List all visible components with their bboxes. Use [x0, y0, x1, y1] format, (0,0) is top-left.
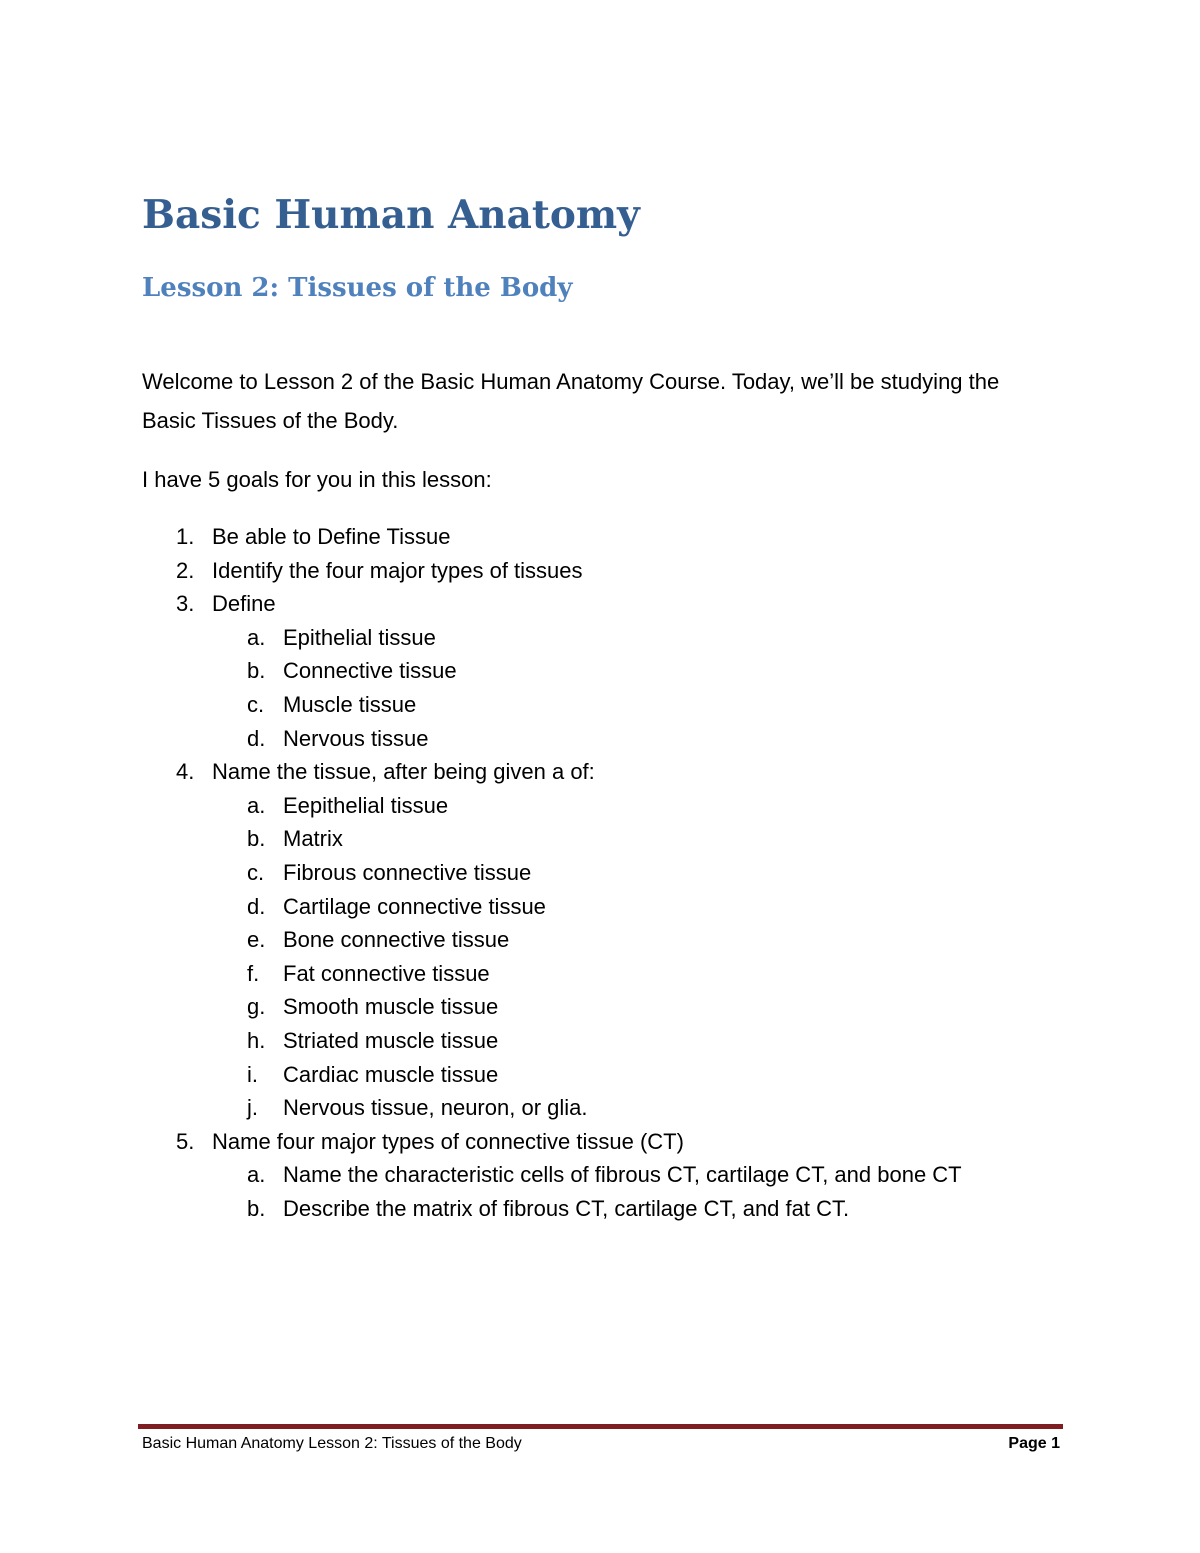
- sub-goal-letter: b.: [247, 826, 266, 852]
- sub-goal-text: Fibrous connective tissue: [283, 859, 532, 885]
- goal-text: Name the tissue, after being given a of:: [212, 759, 595, 785]
- sub-goal-text: Muscle tissue: [283, 691, 417, 717]
- sub-goal-text: Eepithelial tissue: [283, 792, 449, 818]
- sub-goal-letter: c.: [247, 859, 265, 885]
- sub-goal-letter: b.: [247, 1195, 266, 1221]
- intro-paragraph: Welcome to Lesson 2 of the Basic Human Anatomy Course. Today, we’ll be studying the Basic Tissues of the Body.: [142, 369, 1000, 433]
- goal-number: 1.: [176, 524, 195, 549]
- sub-goal-letter: a.: [247, 1162, 266, 1188]
- lesson-subtitle: Lesson 2: Tissues of the Body: [142, 273, 573, 303]
- sub-goal-letter: f.: [247, 960, 260, 986]
- sub-goal-letter: i.: [247, 1061, 258, 1087]
- sub-goal-text: Nervous tissue: [283, 725, 429, 751]
- sub-goal-letter: h.: [247, 1027, 266, 1053]
- sub-goal-text: Cartilage connective tissue: [283, 893, 546, 919]
- sub-goal-letter: e.: [247, 927, 266, 953]
- goal-text: Be able to Define Tissue: [212, 524, 451, 549]
- sub-goal-text: Cardiac muscle tissue: [283, 1061, 499, 1087]
- page-title: Basic Human Anatomy: [142, 192, 640, 238]
- goals-lead-paragraph: I have 5 goals for you in this lesson:: [142, 467, 492, 492]
- sub-goal-letter: b.: [247, 658, 266, 684]
- sub-goal-letter: d.: [247, 893, 266, 919]
- footer-title: Basic Human Anatomy Lesson 2: Tissues of the Body: [142, 1435, 522, 1452]
- goal-number: 5.: [176, 1128, 195, 1154]
- goal-text: Name four major types of connective tissue (CT): [212, 1128, 684, 1154]
- sub-goal-text: Smooth muscle tissue: [283, 994, 499, 1020]
- sub-goal-letter: d.: [247, 725, 266, 751]
- sub-goal-letter: c.: [247, 691, 265, 717]
- sub-goal-text: Striated muscle tissue: [283, 1027, 499, 1053]
- page-number: Page 1: [1008, 1435, 1060, 1452]
- sub-goal-text: Bone connective tissue: [283, 927, 510, 953]
- goal-number: 3.: [176, 591, 195, 617]
- goal-number: 4.: [176, 759, 195, 785]
- sub-goal-text: Name the characteristic cells of fibrous CT, cartilage CT, and bone CT: [283, 1162, 962, 1188]
- sub-goal-letter: j.: [247, 1095, 258, 1121]
- sub-goal-letter: a.: [247, 792, 266, 818]
- goal-number: 2.: [176, 557, 195, 583]
- goal-text: Define: [212, 591, 276, 617]
- sub-goal-text: Nervous tissue, neuron, or glia.: [283, 1095, 588, 1121]
- sub-goal-text: Matrix: [283, 826, 343, 852]
- sub-goal-letter: g.: [247, 994, 266, 1020]
- sub-goal-text: Describe the matrix of fibrous CT, cartilage CT, and fat CT.: [283, 1195, 850, 1221]
- sub-goal-text: Connective tissue: [283, 658, 457, 684]
- goal-text: Identify the four major types of tissues: [212, 557, 583, 583]
- sub-goal-text: Epithelial tissue: [283, 624, 436, 650]
- footer-rule: [138, 1424, 1063, 1429]
- sub-goal-text: Fat connective tissue: [283, 960, 490, 986]
- sub-goal-letter: a.: [247, 624, 266, 650]
